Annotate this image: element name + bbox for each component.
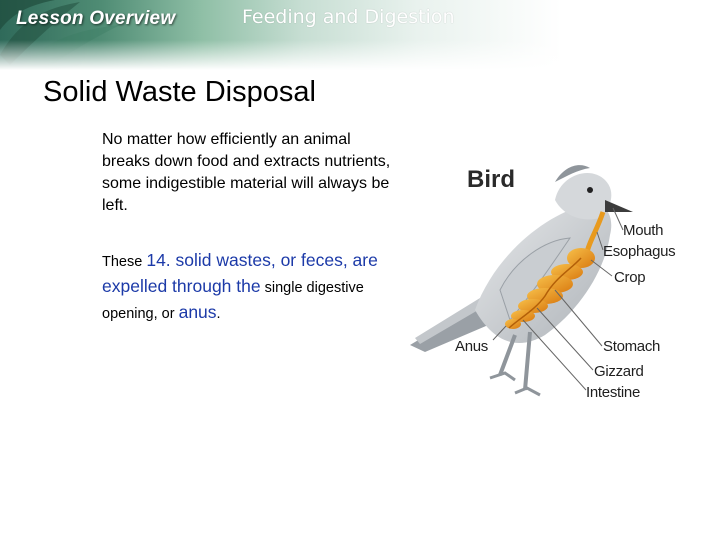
label-mouth: Mouth [623, 222, 664, 239]
label-intestine: Intestine [586, 384, 641, 401]
header-fade [0, 40, 720, 70]
bird-digestive-illustration-icon [405, 160, 705, 410]
slide-title: Solid Waste Disposal [43, 76, 316, 108]
lesson-overview-label: Lesson Overview [16, 8, 176, 29]
p2-highlight-text: 14. solid wastes, or feces, are expelled through the [102, 250, 378, 296]
label-gizzard: Gizzard [594, 363, 644, 380]
p2-middle-text: single digestive opening, or [102, 280, 364, 322]
paragraph-feces [102, 248, 402, 326]
label-crop: Crop [614, 269, 646, 286]
p2-end-text: . [216, 306, 221, 322]
label-anus: Anus [455, 338, 488, 355]
header-banner [0, 0, 720, 70]
p2-intro-text: These [102, 254, 147, 270]
topic-title: Feeding and Digestion [242, 6, 455, 28]
label-stomach: Stomach [603, 338, 661, 355]
paragraph-intro: No matter how efficiently an animal breaks down food and extracts nutrients, some indigestible material will always be left. [102, 131, 391, 214]
p2-term-anus: anus [178, 302, 217, 322]
label-esophagus: Esophagus [603, 243, 676, 260]
figure-title-bird: Bird [467, 166, 515, 193]
